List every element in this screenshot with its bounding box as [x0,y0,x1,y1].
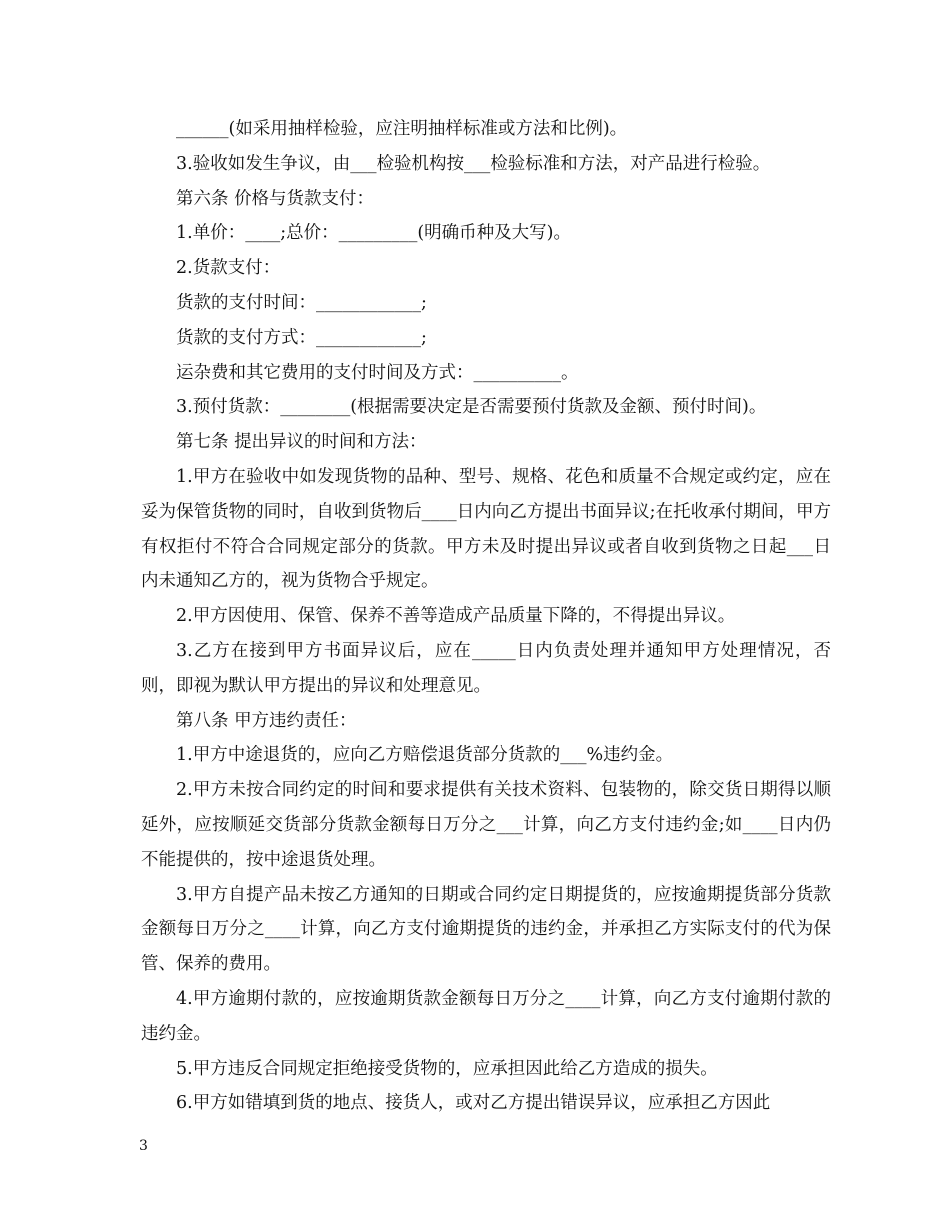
article-6-heading: 第六条 价格与货款支付： [176,188,375,209]
paragraph-breach-1: 1.甲方中途退货的，应向乙方赔偿退货部分货款的___%违约金。 [176,745,674,766]
paragraph-dispute-inspection: 3.验收如发生争议，由___检验机构按___检验标准和方法，对产品进行检验。 [176,153,771,174]
paragraph-breach-3: 3.甲方自提产品未按乙方通知的日期或合同约定日期提货的，应按逾期提货部分货款金额每日万分之____计算，向乙方支付逾期提货的违约金，并承担乙方实际支付的代为保管、保养的费用。 [141,884,831,975]
paragraph-payment-method: 货款的支付方式：____________; [176,327,427,348]
paragraph-breach-2: 2.甲方未按合同约定的时间和要求提供有关技术资料、包装物的，除交货日期得以顺延外，应按顺延交货部分货款金额每日万分之___计算，向乙方支付违约金;如____日内仍不能提供的，按中途退货处理。 [141,780,831,870]
paragraph-unit-price: 1.单价：____;总价：_________(明确币种及大写)。 [176,223,571,244]
paragraph-breach-4: 4.甲方逾期付款的，应按逾期货款金额每日万分之____计算，向乙方支付逾期付款的违约金。 [141,988,831,1044]
article-8-heading: 第八条 甲方违约责任： [176,710,357,731]
paragraph-prepayment: 3.预付货款：________(根据需要决定是否需要预付货款及金额、预付时间)。 [176,397,767,418]
paragraph-payment-heading: 2.货款支付： [176,258,281,279]
paragraph-breach-6: 6.甲方如错填到货的地点、接货人，或对乙方提出错误异议，应承担乙方因此 [176,1093,771,1114]
paragraph-objection-2: 2.甲方因使用、保管、保养不善等造成产品质量下降的，不得提出异议。 [176,606,736,627]
document-page [141,112,831,1121]
paragraph-payment-time: 货款的支付时间：____________; [176,292,427,313]
paragraph-freight-fees: 运杂费和其它费用的支付时间及方式：__________。 [176,362,579,383]
paragraph-objection-1: 1.甲方在验收中如发现货物的品种、型号、规格、花色和质量不合规定或约定，应在妥为保管货物的同时，自收到货物后____日内向乙方提出书面异议;在托收承付期间，甲方有权拒付不符合合同规定部分的货款。甲方未及时提出异议或者自收到货物之日起___日内未通知乙方的，视为货物合乎规定。 [141,466,831,592]
paragraph-sampling-note: ______(如采用抽样检验，应注明抽样标准或方法和比例)。 [176,119,628,139]
article-7-heading: 第七条 提出异议的时间和方法： [176,432,427,453]
paragraph-breach-5: 5.甲方违反合同规定拒绝接受货物的，应承担因此给乙方造成的损失。 [176,1058,718,1079]
paragraph-objection-3: 3.乙方在接到甲方书面异议后，应在_____日内负责处理并通知甲方处理情况，否则，即视为默认甲方提出的异议和处理意见。 [141,640,831,696]
page-number: 3 [139,1138,148,1154]
